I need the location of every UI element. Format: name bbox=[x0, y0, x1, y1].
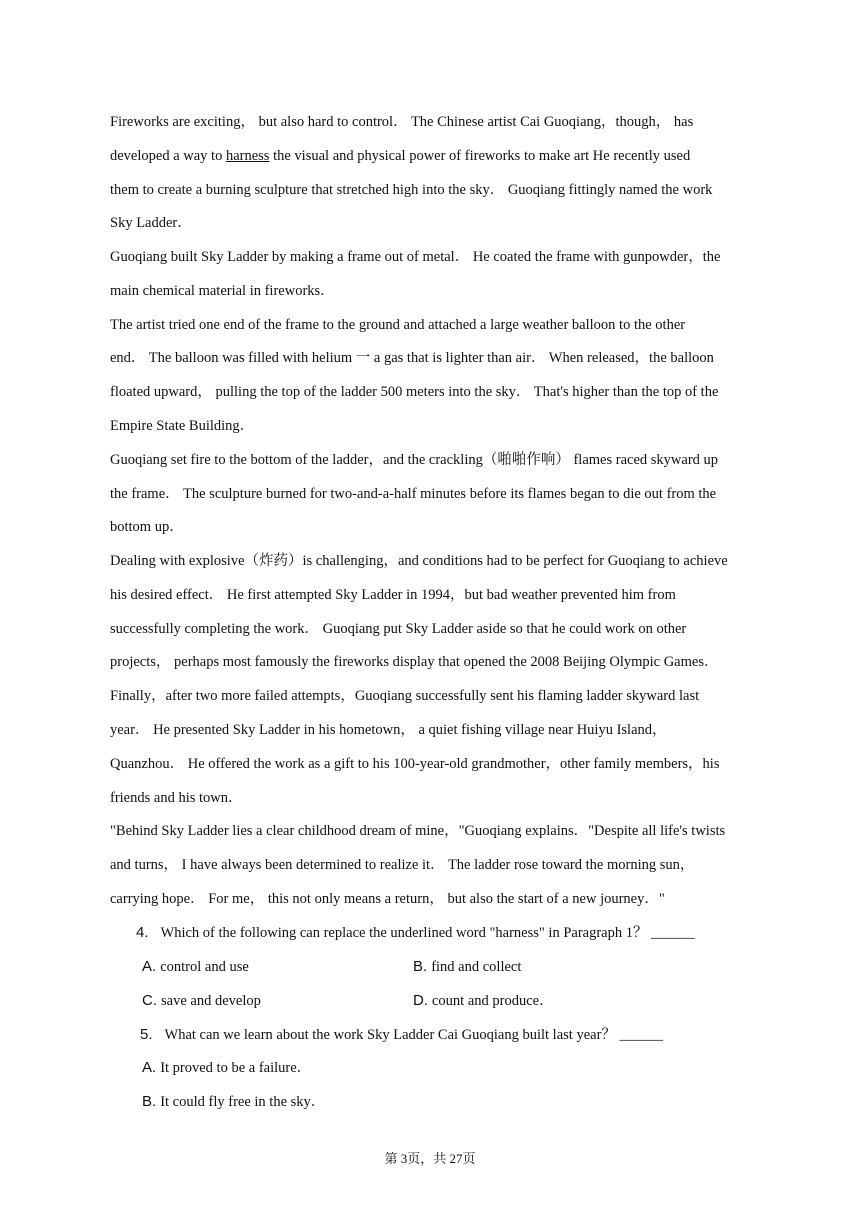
passage-line: end． The balloon was filled with helium 一 a gas that is lighter than air． When released，the balloon bbox=[110, 350, 714, 366]
question-number: 4. bbox=[136, 924, 149, 941]
underlined-word: harness bbox=[225, 148, 270, 164]
passage-line: "Behind Sky Ladder lies a clear childhood dream of mine，"Guoqiang explains．"Despite all life's twists bbox=[110, 823, 726, 839]
option-c[interactable] bbox=[142, 992, 261, 1010]
passage-line: The artist tried one end of the frame to the ground and attached a large weather balloon to the other bbox=[110, 317, 686, 333]
passage-line: them to create a burning sculpture that stretched high into the sky． Guoqiang fittingly named the work bbox=[110, 182, 713, 198]
passage-line: bottom up． bbox=[110, 519, 184, 535]
option-b[interactable] bbox=[142, 1093, 325, 1111]
question-text: Which of the following can replace the underlined word "harness" in Paragraph 1？ ______ bbox=[160, 925, 695, 941]
passage-line: Sky Ladder． bbox=[110, 215, 192, 231]
passage-line: year． He presented Sky Ladder in his hometown， a quiet fishing village near Huiyu Island， bbox=[110, 722, 667, 738]
passage-line bbox=[110, 147, 750, 165]
passage-line: friends and his town． bbox=[110, 790, 243, 806]
option-letter: D. bbox=[413, 992, 428, 1009]
passage-line: main chemical material in fireworks． bbox=[110, 283, 335, 299]
option-text: It proved to be a failure． bbox=[160, 1060, 312, 1076]
option-letter: A. bbox=[142, 958, 157, 975]
passage-line: Quanzhou． He offered the work as a gift to his 100-year-old grandmother，other family members，his bbox=[110, 756, 720, 772]
question-4 bbox=[136, 924, 695, 942]
page-footer: 第 3页，共 27页 bbox=[384, 1151, 476, 1166]
question-text: What can we learn about the work Sky Ladder Cai Guoqiang built last year？ ______ bbox=[164, 1027, 664, 1043]
passage-line: his desired effect． He first attempted Sky Ladder in 1994，but bad weather prevented him from bbox=[110, 587, 676, 603]
passage-line: Dealing with explosive（炸药）is challenging，and conditions had to be perfect for Guoqiang to achieve bbox=[110, 553, 728, 569]
passage-line: Guoqiang set fire to the bottom of the ladder，and the crackling（啪啪作响） flames raced skyward up bbox=[110, 452, 719, 468]
option-letter: C. bbox=[142, 992, 157, 1009]
option-text: find and collect bbox=[431, 959, 522, 975]
passage-line: Guoqiang built Sky Ladder by making a frame out of metal． He coated the frame with gunpowder，the bbox=[110, 249, 721, 265]
option-letter: A. bbox=[142, 1059, 157, 1076]
question-5 bbox=[140, 1026, 663, 1044]
passage-line: projects， perhaps most famously the fireworks display that opened the 2008 Beijing Olympic Games． bbox=[110, 654, 719, 670]
passage-line: the frame． The sculpture burned for two-and-a-half minutes before its flames began to die out from the bbox=[110, 486, 717, 502]
passage-line: Finally，after two more failed attempts，Guoqiang successfully sent his flaming ladder skyward last bbox=[110, 688, 700, 704]
passage-line: carrying hope． For me， this not only means a return， but also the start of a new journey．" bbox=[110, 891, 665, 907]
option-a[interactable] bbox=[142, 1059, 311, 1077]
passage-line: successfully completing the work． Guoqiang put Sky Ladder aside so that he could work on other bbox=[110, 621, 687, 637]
option-text: control and use bbox=[160, 959, 249, 975]
option-b[interactable] bbox=[413, 958, 521, 976]
passage-line: Empire State Building． bbox=[110, 418, 255, 434]
option-text: save and develop bbox=[161, 993, 261, 1009]
passage-line: and turns， I have always been determined to realize it． The ladder rose toward the morning sun， bbox=[110, 857, 695, 873]
passage-line: floated upward， pulling the top of the ladder 500 meters into the sky． That's higher than the top of the bbox=[110, 384, 719, 400]
option-text: count and produce． bbox=[432, 993, 554, 1009]
text-fragment: developed a way to bbox=[110, 148, 226, 164]
option-letter: B. bbox=[142, 1093, 157, 1110]
option-letter: B. bbox=[413, 958, 428, 975]
question-number: 5. bbox=[140, 1026, 153, 1043]
option-text: It could fly free in the sky． bbox=[160, 1094, 326, 1110]
passage-line: Fireworks are exciting， but also hard to control． The Chinese artist Cai Guoqiang，though， has bbox=[110, 114, 694, 130]
option-a[interactable] bbox=[142, 958, 249, 976]
option-d[interactable] bbox=[413, 992, 554, 1010]
text-fragment: the visual and physical power of fireworks to make art He recently used bbox=[269, 148, 691, 164]
